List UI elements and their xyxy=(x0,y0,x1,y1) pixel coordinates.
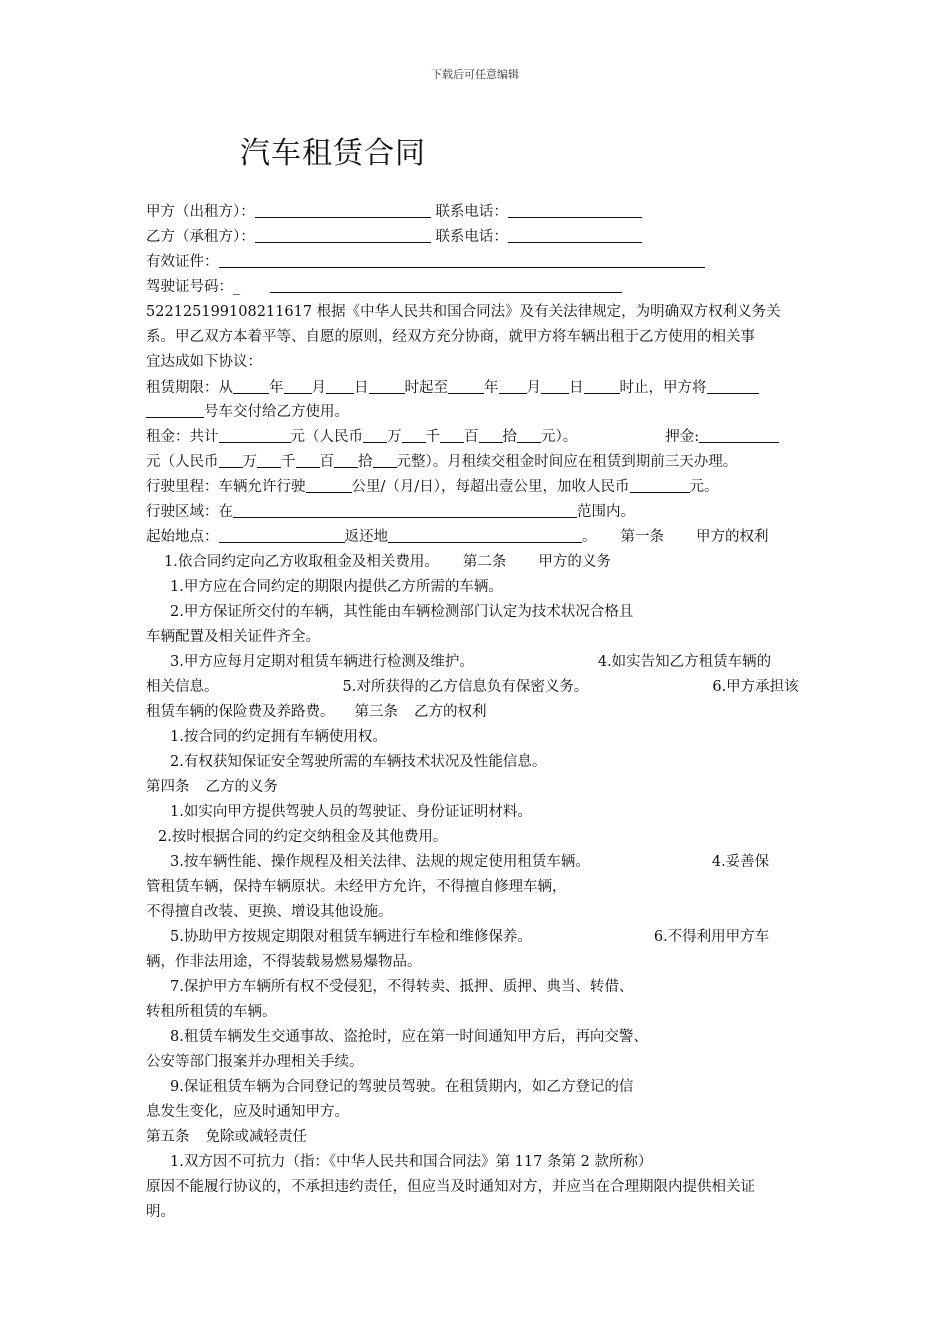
label: 百 xyxy=(319,454,334,470)
label: 联系电话： xyxy=(430,204,508,220)
document-title: 汽车租赁合同 xyxy=(240,136,426,171)
clause: 4.妥善保 xyxy=(711,854,770,870)
blank-field[interactable] xyxy=(630,476,690,493)
label: 拾 xyxy=(502,429,517,445)
label: 返还地 xyxy=(344,529,388,545)
blank-field[interactable] xyxy=(508,226,642,243)
blank-field[interactable] xyxy=(584,377,620,394)
blank-field[interactable] xyxy=(369,377,405,394)
label: 时起至 xyxy=(404,380,448,396)
label: 起始地点： xyxy=(146,529,219,545)
label: 租赁期限：从 xyxy=(146,380,233,396)
mileage-line xyxy=(146,475,856,499)
label: 百 xyxy=(464,429,479,445)
article-heading: 免除或减轻责任 xyxy=(205,1129,307,1145)
text-line: 522125199108211617 根据《中华人民共和国合同法》及有关法律规定，为明确双方权利义务关 xyxy=(146,304,781,320)
label: 元（人民币 xyxy=(290,429,363,445)
blank-field[interactable] xyxy=(707,377,759,394)
clause: 5.协助甲方按规定期限对租赁车辆进行车检和维修保养。 xyxy=(170,929,532,945)
clause-line xyxy=(170,925,880,949)
clause-line: 2.甲方保证所交付的车辆，其性能由车辆检测部门认定为技术状况合格且 xyxy=(170,604,634,620)
clause-line: 1.如实向甲方提供驾驶人员的驾驶证、身份证证明材料。 xyxy=(170,804,532,820)
clause-line: 2.按时根据合同的约定交纳租金及其他费用。 xyxy=(158,829,448,845)
blank-field[interactable] xyxy=(270,276,622,293)
clause: 4.如实告知乙方租赁车辆的 xyxy=(597,654,772,670)
blank-field[interactable] xyxy=(508,201,642,218)
location-line xyxy=(146,525,856,549)
blank-field[interactable] xyxy=(296,451,320,468)
article-heading: 甲方的义务 xyxy=(538,554,611,570)
label: 万 xyxy=(387,429,402,445)
clause-line: 7.保护甲方车辆所有权不受侵犯，不得转卖、抵押、质押、典当、转借、 xyxy=(170,979,634,995)
header-note: 下载后可任意编辑 xyxy=(431,68,519,81)
article-heading-line xyxy=(146,1125,856,1149)
article-heading: 第五条 xyxy=(146,1129,190,1145)
car-number-line xyxy=(146,400,856,424)
text-line: 宜达成如下协议： xyxy=(146,354,262,370)
blank-field[interactable] xyxy=(541,377,569,394)
label: 万 xyxy=(242,454,257,470)
article-heading: 第三条 xyxy=(354,704,398,720)
blank-field[interactable] xyxy=(334,451,358,468)
blank-field[interactable] xyxy=(402,426,426,443)
area-line xyxy=(146,500,856,524)
clause-line: 原因不能履行协议的，不承担违约责任，但应当及时通知对方，并应当在合理期限内提供相关证 xyxy=(146,1179,755,1195)
article-heading: 甲方的权利 xyxy=(696,529,769,545)
blank-field[interactable] xyxy=(233,377,269,394)
clause-line: 1.甲方应在合同约定的期限内提供乙方所需的车辆。 xyxy=(170,579,503,595)
clause-line xyxy=(170,850,880,874)
clause-line: 辆，作非法用途，不得装载易燃易爆物品。 xyxy=(146,954,422,970)
label: 年 xyxy=(484,380,499,396)
clause-line: 1.双方因不可抗力（指：《中华人民共和国合同法》第 117 条第 2 款所称） xyxy=(170,1154,653,1170)
clause: 相关信息。 xyxy=(146,679,219,695)
clause-line xyxy=(146,675,856,699)
clause-line: 转租所租赁的车辆。 xyxy=(146,1004,277,1020)
article-heading: 第一条 xyxy=(620,529,664,545)
label: 租金：共计 xyxy=(146,429,219,445)
blank-field[interactable] xyxy=(440,426,464,443)
label: 元整）。月租续交租金时间应在租赁到期前三天办理。 xyxy=(396,454,738,470)
label: 元）。 xyxy=(541,429,578,445)
label: 范围内。 xyxy=(577,504,635,520)
blank-field[interactable] xyxy=(448,377,484,394)
clause-line: 车辆配置及相关证件齐全。 xyxy=(146,629,320,645)
article-heading: 乙方的权利 xyxy=(414,704,487,720)
clause-line: 8.租赁车辆发生交通事故、盗抢时，应在第一时间通知甲方后，再向交警、 xyxy=(170,1029,648,1045)
lease-term-line xyxy=(146,376,856,400)
label: 联系电话： xyxy=(430,229,508,245)
deposit-line xyxy=(146,450,856,474)
blank-field[interactable] xyxy=(284,377,312,394)
clause: 3.按车辆性能、操作规程及相关法律、法规的规定使用租赁车辆。 xyxy=(170,854,590,870)
blank-field[interactable] xyxy=(219,526,345,543)
label: 行驶里程：车辆允许行驶 xyxy=(146,479,306,495)
label: 驾驶证号码：_ xyxy=(146,279,241,295)
license-line xyxy=(146,275,856,299)
label: 拾 xyxy=(358,454,373,470)
blank-field[interactable] xyxy=(699,426,779,443)
label: 时止，甲方将 xyxy=(619,380,707,396)
clause-line: 1.按合同的约定拥有车辆使用权。 xyxy=(170,729,387,745)
party-a-line xyxy=(146,200,856,224)
label: 年 xyxy=(269,380,284,396)
blank-field[interactable] xyxy=(363,426,387,443)
clause-line xyxy=(146,700,856,724)
label: 甲方（出租方）： xyxy=(146,204,255,220)
blank-field[interactable] xyxy=(499,377,527,394)
blank-field[interactable] xyxy=(255,201,431,218)
clause-line: 息发生变化，应及时通知甲方。 xyxy=(146,1104,349,1120)
clause: 6.甲方承担该 xyxy=(712,679,799,695)
label: 日 xyxy=(354,380,369,396)
label: 月 xyxy=(526,380,541,396)
blank-field[interactable] xyxy=(146,401,204,418)
label: 元（人民币 xyxy=(146,454,219,470)
clause-line: 2.有权获知保证安全驾驶所需的车辆技术状况及性能信息。 xyxy=(170,754,547,770)
blank-field[interactable] xyxy=(257,451,281,468)
blank-field[interactable] xyxy=(219,251,705,268)
clause: 6.不得利用甲方车 xyxy=(653,929,770,945)
blank-field[interactable] xyxy=(219,451,243,468)
blank-field[interactable] xyxy=(388,526,582,543)
clause-line: 9.保证租赁车辆为合同登记的驾驶员驾驶。在租赁期内，如乙方登记的信 xyxy=(170,1079,634,1095)
label: 。 xyxy=(582,529,597,545)
article-heading: 第四条 xyxy=(146,779,190,795)
label: 日 xyxy=(569,380,584,396)
clause-line: 公安等部门报案并办理相关手续。 xyxy=(146,1054,364,1070)
blank-field[interactable] xyxy=(233,501,577,518)
label: 押金: xyxy=(665,429,700,445)
rent-line xyxy=(146,425,856,449)
id-line xyxy=(146,250,856,274)
blank-field[interactable] xyxy=(517,426,541,443)
blank-field[interactable] xyxy=(219,426,291,443)
article-heading: 乙方的义务 xyxy=(205,779,278,795)
clause: 租赁车辆的保险费及养路费。 xyxy=(146,704,335,720)
clause: 3.甲方应每月定期对租赁车辆进行检测及维护。 xyxy=(170,654,474,670)
party-b-line xyxy=(146,225,856,249)
label: 千 xyxy=(425,429,440,445)
clause: 5.对所获得的乙方信息负有保密义务。 xyxy=(342,679,589,695)
blank-field[interactable] xyxy=(479,426,503,443)
clause-line xyxy=(164,550,874,574)
blank-field[interactable] xyxy=(306,476,352,493)
text-line: 系。甲乙双方本着平等、自愿的原则，经双方充分协商，就甲方将车辆出租于乙方使用的相关事 xyxy=(146,329,755,345)
clause-line xyxy=(170,650,880,674)
label: 公里/（月/日），每超出壹公里，加收人民币 xyxy=(351,479,630,495)
label: 号车交付给乙方使用。 xyxy=(204,404,349,420)
clause-line: 明。 xyxy=(146,1204,175,1220)
label: 元。 xyxy=(689,479,719,495)
label: 月 xyxy=(311,380,326,396)
clause-line: 不得擅自改装、更换、增设其他设施。 xyxy=(146,904,393,920)
clause: 1.依合同约定向乙方收取租金及相关费用。 xyxy=(164,554,439,570)
label: 千 xyxy=(281,454,296,470)
blank-field[interactable] xyxy=(255,226,431,243)
label: 乙方（承租方）： xyxy=(146,229,255,245)
label: 有效证件： xyxy=(146,254,219,270)
article-heading: 第二条 xyxy=(462,554,507,570)
blank-field[interactable] xyxy=(326,377,354,394)
blank-field[interactable] xyxy=(373,451,397,468)
article-heading-line xyxy=(146,775,856,799)
label: 行驶区域：在 xyxy=(146,504,233,520)
clause-line: 管租赁车辆，保持车辆原状。未经甲方允许，不得擅自修理车辆， xyxy=(146,879,567,895)
